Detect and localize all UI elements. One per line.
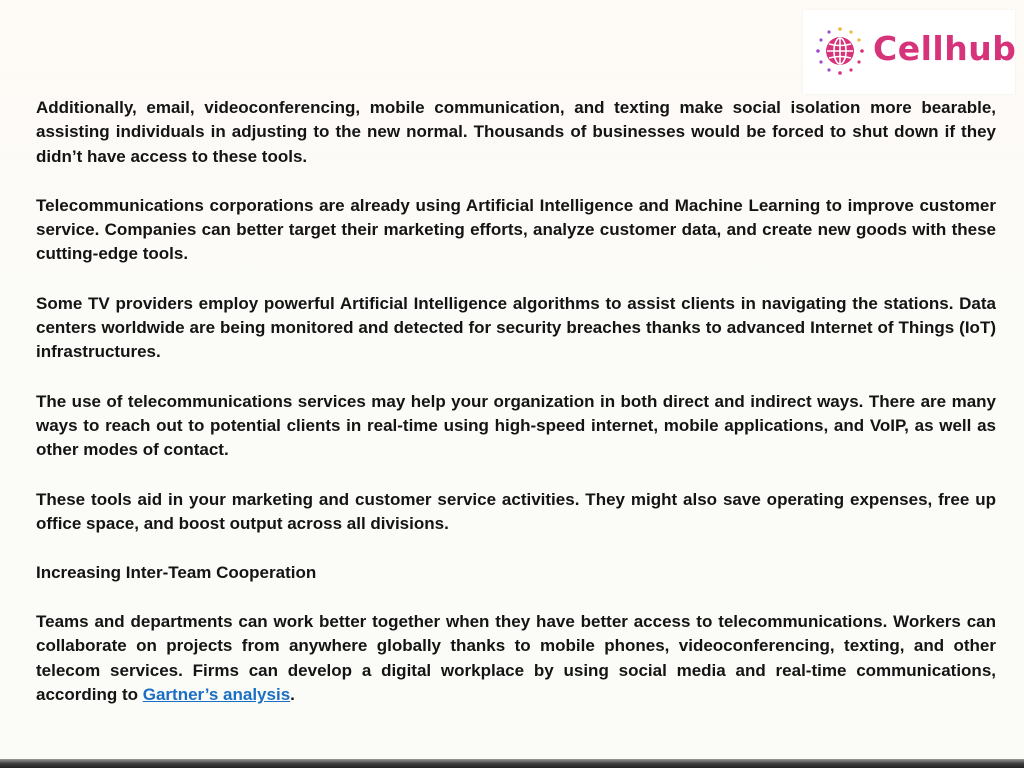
final-paragraph-end: . [290,685,295,705]
globe-icon [815,26,865,76]
paragraph: These tools aid in your marketing and customer service activities. They might also save operating expenses, free up office space, and boost output across all divisions. [36,489,996,533]
paragraph: Telecommunications corporations are already using Artificial Intelligence and Machine Learning to improve customer service. Companies can better target their marketing efforts, analyze customer data, and create new goods with these cutting-edge tools. [36,195,996,264]
paragraph: Additionally, email, videoconferencing, mobile communication, and texting make social isolation more bearable, assisting individuals in adjusting to the new normal. Thousands of businesses would be forced to shut down if they didn’t have access to these tools. [36,98,996,166]
final-paragraph-text: Teams and departments can work better together when they have better access to telecommunications. Workers can collaborate on projects from anywhere globally thanks to mobile phones, videoconferencing, texting, and other telecom services. Firms can develop a digital workplace by using social media and real-time communications, according to [36,612,996,705]
paragraph: The use of telecommunications services may help your organization in both direct and indirect ways. There are many ways to reach out to potential clients in real-time using high-speed internet, mobile applications, and VoIP, as well as other modes of contact. [36,391,996,460]
bottom-border [0,759,1024,768]
paragraph: Some TV providers employ powerful Artificial Intelligence algorithms to assist clients in navigating the stations. Data centers worldwide are being monitored and detected for security breaches thanks to advanced Internet of Things (IoT) infrastructures. [36,293,996,362]
logo-text: Cellhub [873,29,1017,68]
section-heading: Increasing Inter-Team Cooperation [36,563,317,583]
final-paragraph [36,610,996,707]
cellhub-logo [803,10,1015,94]
gartner-analysis-link[interactable]: Gartner’s analysis [142,685,291,705]
article-body [36,96,996,732]
